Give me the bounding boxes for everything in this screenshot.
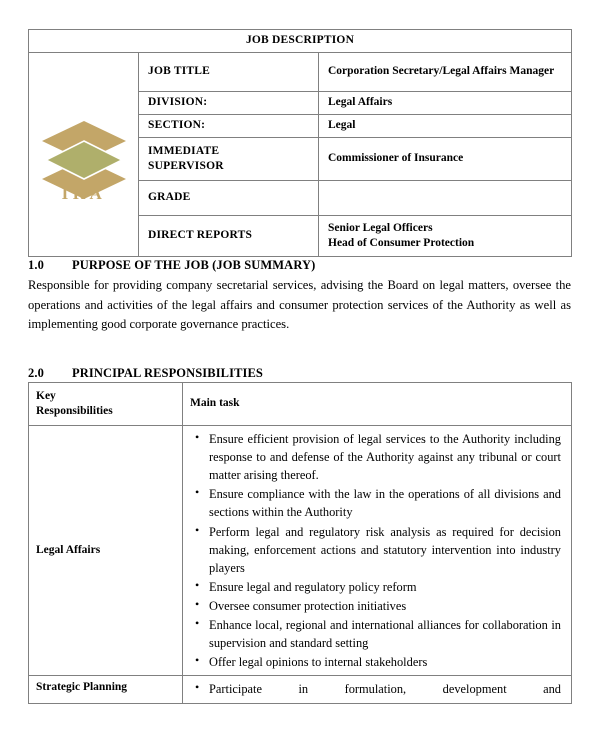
row-value-job-title: Corporation Secretary/Legal Affairs Manager <box>319 53 572 92</box>
column-header-key-responsibilities <box>29 383 183 426</box>
logo-cell <box>29 53 139 257</box>
row-label-division: DIVISION: <box>139 92 319 115</box>
resp-key-strategic-planning: Strategic Planning <box>29 676 183 703</box>
section-number-responsibilities: 2.0 <box>28 366 44 380</box>
row-label-grade: GRADE <box>139 181 319 216</box>
table-row <box>29 53 572 92</box>
row-label-direct-reports: DIRECT REPORTS <box>139 216 319 257</box>
row-value-grade <box>319 181 572 216</box>
section-heading-purpose <box>28 258 315 273</box>
header-table <box>28 29 572 257</box>
task-list <box>187 430 565 671</box>
ira-logo <box>36 107 132 203</box>
section-title-purpose: PURPOSE OF THE JOB (JOB SUMMARY) <box>72 258 316 272</box>
section-number-purpose: 1.0 <box>28 258 44 272</box>
header-line-1: Key <box>36 389 56 402</box>
label-line-1: IMMEDIATE <box>148 144 220 157</box>
resp-tasks-strategic-planning <box>183 676 572 703</box>
column-header-main-task: Main task <box>183 383 572 426</box>
table-row <box>29 426 572 676</box>
section-title-responsibilities: PRINCIPAL RESPONSIBILITIES <box>72 366 263 380</box>
row-value-direct-reports <box>319 216 572 257</box>
row-value-immediate-supervisor: Commissioner of Insurance <box>319 138 572 181</box>
direct-report-1: Senior Legal Officers <box>328 221 433 234</box>
resp-key-legal-affairs: Legal Affairs <box>29 426 183 676</box>
logo-wordmark: IRA <box>61 183 106 203</box>
resp-tasks-legal-affairs <box>183 426 572 676</box>
resp-table <box>28 382 572 704</box>
word: formulation, <box>344 682 407 697</box>
word: development <box>442 682 507 697</box>
word: in <box>298 682 309 697</box>
row-value-division: Legal Affairs <box>319 92 572 115</box>
table-row <box>29 676 572 703</box>
responsibilities-table <box>28 382 572 704</box>
label-line-2: SUPERVISOR <box>148 160 224 172</box>
list-item: • Oversee consumer protection initiatives <box>209 597 563 615</box>
list-item: • Offer legal opinions to internal stakeholders <box>209 653 563 671</box>
list-item: • Enhance local, regional and international alliances for collaboration in supervision and standard setting <box>209 616 563 652</box>
list-item: • Ensure legal and regulatory policy reform <box>209 578 563 596</box>
row-label-immediate-supervisor <box>139 138 319 181</box>
list-item: • Ensure compliance with the law in the operations of all divisions and sections within the Authority <box>209 485 563 521</box>
row-value-section: Legal <box>319 115 572 138</box>
row-label-section: SECTION: <box>139 115 319 138</box>
list-item: • Ensure efficient provision of legal services to the Authority including response to and defense of the Authority against any tribunal or court matter arising thereof. <box>209 430 563 484</box>
job-description-header-table <box>28 29 572 257</box>
table-row <box>29 30 572 53</box>
job-description-title: JOB DESCRIPTION <box>29 30 572 53</box>
section-heading-responsibilities <box>28 366 263 381</box>
task-list <box>187 680 565 698</box>
list-item: • Perform legal and regulatory risk analysis as required for decision making, enforcement actions and statutory intervention into industry players <box>209 523 563 577</box>
direct-report-2: Head of Consumer Protection <box>328 237 475 249</box>
list-item <box>209 680 563 698</box>
header-line-2: Responsibilities <box>36 405 113 417</box>
word: and <box>543 682 561 697</box>
row-label-job-title: JOB TITLE <box>139 53 319 92</box>
table-header-row <box>29 383 572 426</box>
purpose-body-text: Responsible for providing company secretarial services, advising the Board on legal matters, oversee the operations and activities of the legal affairs and consumer protection services of the Authority as well as implementing good corporate governance practices. <box>28 278 571 332</box>
word: • Participate <box>209 682 262 697</box>
